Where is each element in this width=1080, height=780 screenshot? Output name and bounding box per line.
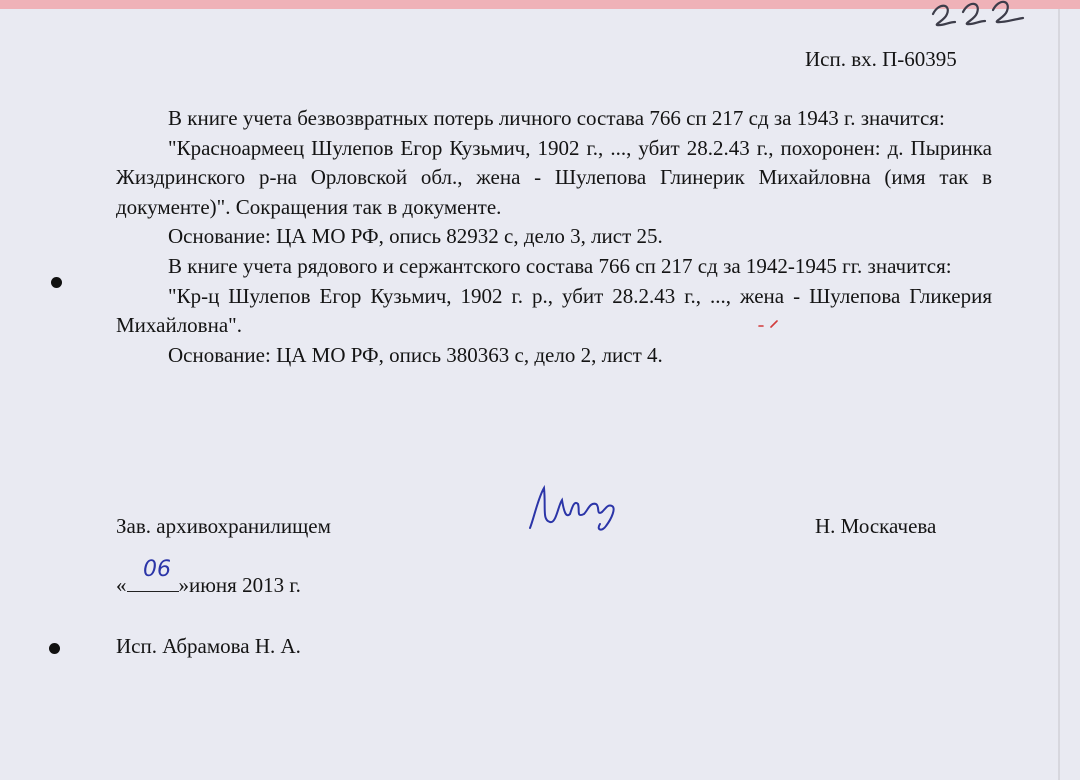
top-color-strip — [0, 0, 1080, 9]
executor-name: Исп. Абрамова Н. А. — [116, 634, 301, 658]
date-open-quote: « — [116, 573, 127, 597]
handwritten-date-day: 06 — [143, 557, 171, 582]
date-month-year: »июня 2013 г. — [178, 573, 301, 597]
punch-hole-lower — [49, 643, 60, 654]
record-2-intro: В книге учета рядового и сержантского состава 766 сп 217 сд за 1942-1945 гг. значится: — [168, 253, 952, 278]
record-1-intro: В книге учета безвозвратных потерь личного состава 766 сп 217 сд за 1943 г. значится: — [168, 106, 945, 130]
record-2-quote: "Кр-ц Шулепов Егор Кузьмич, 1902 г. р., убит 28.2.43 г., ..., жена - Шулепова Гликерия Михайловна". — [116, 283, 992, 338]
punch-hole-upper — [51, 277, 62, 288]
document-body — [116, 104, 992, 370]
record-1-basis: Основание: ЦА МО РФ, опись 82932 с, дело 3, лист 25. — [168, 224, 663, 249]
incoming-reference: Исп. вх. П-60395 — [805, 47, 957, 71]
handwritten-page-number — [925, 0, 1035, 32]
signatory-name: Н. Москачева — [815, 514, 937, 538]
page-edge-line — [1058, 9, 1060, 780]
record-1-quote: "Красноармеец Шулепов Егор Кузьмич, 1902 г., ..., убит 28.2.43 г., похоронен: д. Пыринка Жиздринского р-на Орловской обл., жена - Шулепова Глинерик Михайловна (имя так в документе)". Сокращения так в документе. — [116, 135, 992, 219]
record-2-basis: Основание: ЦА МО РФ, опись 380363 с, дело 2, лист 4. — [168, 342, 663, 367]
signatory-role: Зав. архивохранилищем — [116, 514, 331, 538]
red-pen-mark — [757, 316, 781, 332]
handwritten-signature — [520, 478, 630, 538]
